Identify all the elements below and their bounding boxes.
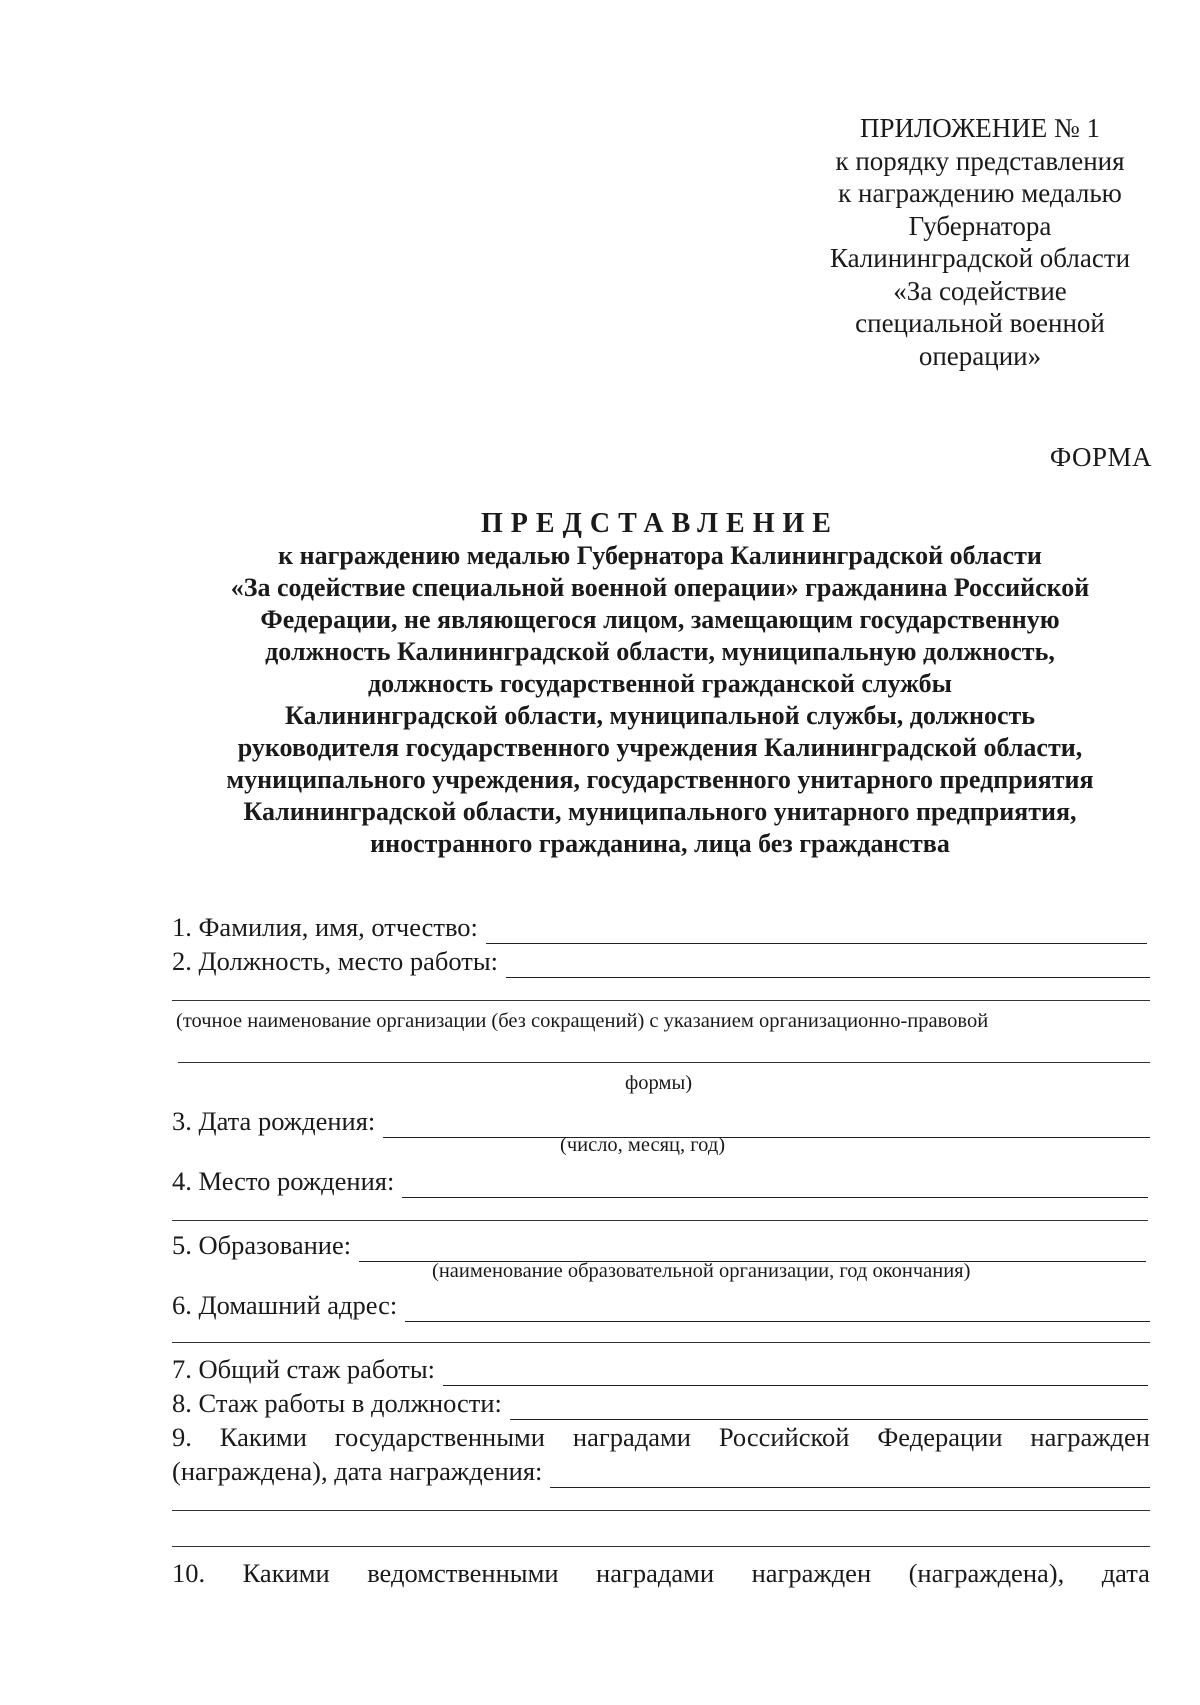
annex-line: специальной военной — [855, 308, 1105, 338]
annex-line: Калининградской области — [829, 243, 1131, 273]
annex-line: к порядку представления — [835, 145, 1125, 176]
position-continuation-line[interactable] — [172, 1000, 1150, 1001]
birth-date-caption: (число, месяц, год) — [560, 1134, 726, 1156]
field-position-experience — [172, 1386, 1148, 1420]
title-line: Калининградской области, муниципальной службы, должность — [284, 701, 1036, 730]
field-label: 8. Стаж работы в должности: — [172, 1388, 502, 1418]
field-label: 6. Домашний адрес: — [172, 1290, 398, 1320]
title-line: «За содействие специальной военной операции» гражданина Российской — [230, 573, 1090, 602]
field-label-word: (награждена), — [908, 1558, 1065, 1588]
title-heading: ПРЕДСТАВЛЕНИЕ — [481, 508, 839, 539]
field-label: 4. Место рождения: — [172, 1166, 395, 1196]
field-label: 2. Должность, место работы: — [172, 946, 498, 976]
annex-line: ПРИЛОЖЕНИЕ № 1 — [859, 113, 1101, 143]
field-label-word: государственными — [334, 1422, 545, 1452]
field-education — [172, 1228, 1146, 1262]
field-home-address — [172, 1288, 1150, 1322]
education-caption: (наименование образовательной организации, год окончания) — [432, 1260, 971, 1282]
title-line: к награждению медалью Губернатора Калининградской области — [278, 541, 1042, 570]
field-label-word: награжден — [751, 1558, 872, 1588]
state-awards-continuation-line[interactable] — [172, 1546, 1150, 1547]
title-line: должность государственной гражданской службы — [368, 669, 952, 698]
field-label: (награждена), дата награждения: — [172, 1456, 543, 1486]
position-caption: формы) — [625, 1072, 693, 1094]
title-line: муниципального учреждения, государственного унитарного предприятия — [226, 765, 1094, 794]
field-label: 1. Фамилия, имя, отчество: — [172, 912, 478, 942]
position-input-line[interactable] — [506, 951, 1150, 978]
position-caption: (точное наименование организации (без сокращений) с указанием организационно-правовой — [176, 1010, 989, 1032]
birth-place-input-line[interactable] — [402, 1171, 1148, 1198]
annex-line: Губернатора — [908, 210, 1052, 241]
field-label-word: ведомственными — [367, 1558, 559, 1588]
form-label: ФОРМА — [1049, 442, 1152, 472]
birth-place-continuation-line[interactable] — [172, 1220, 1148, 1221]
field-label-word: Российской — [718, 1422, 850, 1452]
position-experience-input-line[interactable] — [510, 1393, 1148, 1420]
state-awards-continuation-line[interactable] — [172, 1510, 1150, 1511]
total-experience-input-line[interactable] — [443, 1359, 1148, 1386]
field-label: 5. Образование: — [172, 1230, 352, 1260]
field-label-word: наградами — [596, 1558, 715, 1588]
full-name-input-line[interactable] — [486, 917, 1147, 944]
annex-line: операции» — [918, 340, 1042, 371]
birth-date-input-line[interactable] — [383, 1111, 1150, 1138]
field-label-word: наградами — [572, 1422, 691, 1452]
home-address-input-line[interactable] — [405, 1295, 1150, 1322]
field-label-word: 9. — [172, 1422, 192, 1452]
field-label: 7. Общий стаж работы: — [172, 1354, 436, 1384]
field-departmental-awards — [172, 1556, 1150, 1590]
title-line: руководителя государственного учреждения Калининградской области, — [237, 733, 1083, 762]
position-continuation-line[interactable] — [178, 1062, 1150, 1063]
field-birth-place — [172, 1164, 1148, 1198]
field-label-word: награжден — [1030, 1422, 1150, 1452]
title-line: иностранного гражданина, лица без гражданства — [370, 829, 950, 858]
annex-line: к награждению медалью — [838, 178, 1122, 208]
document-title — [120, 508, 1200, 860]
field-total-experience — [172, 1352, 1148, 1386]
title-line: Калининградской области, муниципального унитарного предприятия, — [243, 797, 1077, 826]
field-label-word: дата — [1101, 1558, 1150, 1588]
annex-line: «За содействие — [893, 275, 1067, 306]
field-position — [172, 944, 1150, 978]
field-label: 3. Дата рождения: — [172, 1106, 376, 1136]
field-state-awards-date — [172, 1454, 1150, 1488]
field-label-word: Какими — [219, 1422, 307, 1452]
home-address-continuation-line[interactable] — [172, 1342, 1150, 1343]
field-label-word: Какими — [242, 1558, 330, 1588]
title-line: должность Калининградской области, муниципальную должность, — [265, 637, 1055, 666]
field-label-word: 10. — [172, 1558, 206, 1588]
field-state-awards — [172, 1420, 1150, 1454]
field-label-word: Федерации — [877, 1422, 1003, 1452]
state-awards-input-line[interactable] — [550, 1461, 1150, 1488]
title-line: Федерации, не являющегося лицом, замещающим государственную — [260, 605, 1060, 634]
field-full-name — [172, 910, 1147, 944]
annex-block — [770, 112, 1190, 372]
